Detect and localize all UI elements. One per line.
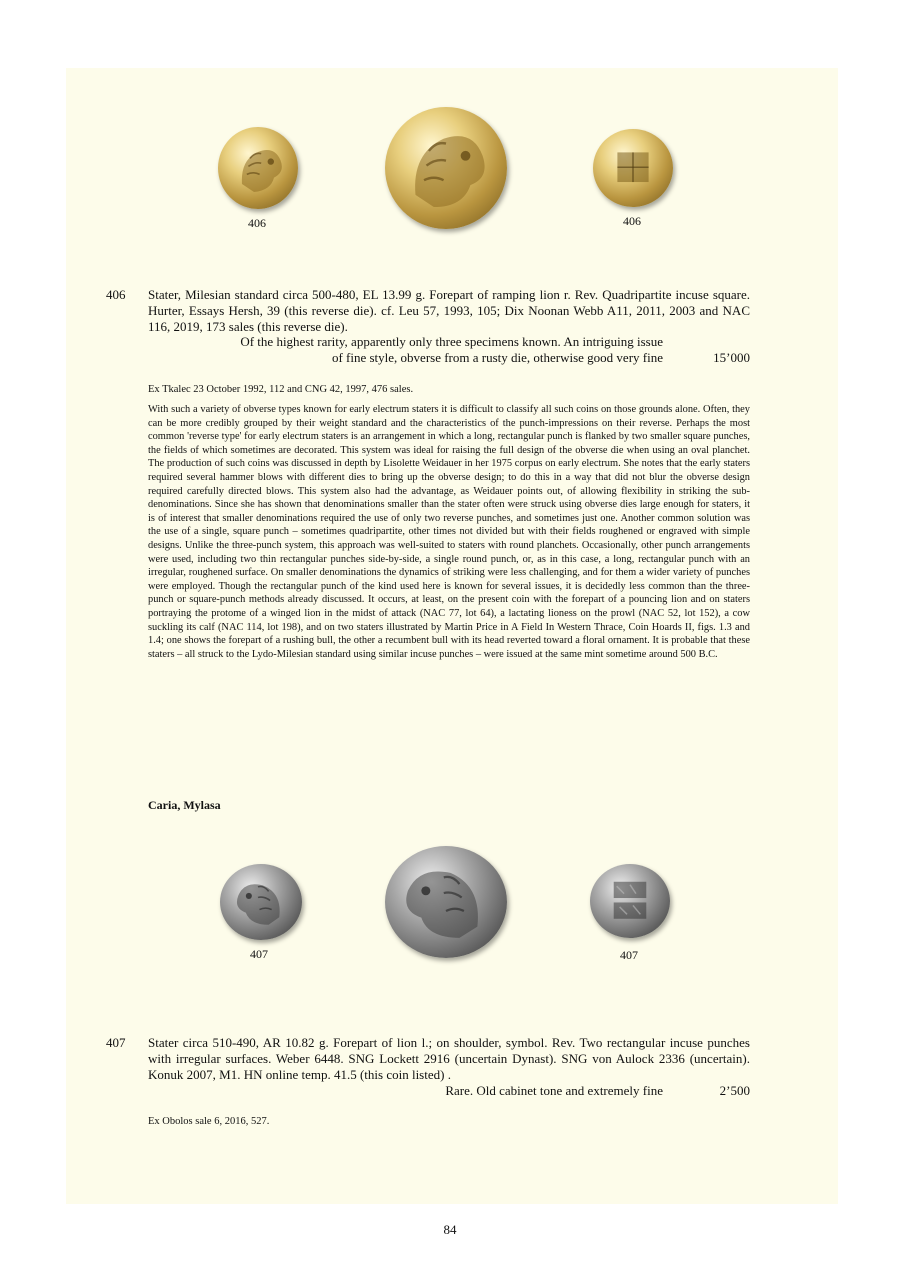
coin-407-obverse-large (385, 846, 507, 958)
lot-grade-line: of fine style, obverse from a rusty die, otherwise good very fine (331, 350, 663, 365)
lot-number: 406 (106, 287, 126, 302)
lion-left-icon (385, 846, 507, 958)
coin-406-reverse (593, 129, 673, 207)
lot-number: 407 (106, 1035, 126, 1050)
incuse-square-icon (593, 129, 673, 207)
page-number: 84 (443, 1222, 457, 1237)
coin-406-obverse-large (385, 107, 507, 229)
incuse-punches-icon (590, 864, 670, 938)
lot-description: Stater circa 510-490, AR 10.82 g. Forepart of lion l.; on shoulder, symbol. Rev. Two rectangular incuse punches with irregular surfaces. Weber 6448. SNG Lockett 2916 (uncertain Dynast). SNG von Aulock 2336 (uncertain). Konuk 2007, M1. HN online temp. 41.5 (this coin listed) . (148, 1035, 750, 1082)
lot-provenance: Ex Obolos sale 6, 2016, 527. (148, 1116, 270, 1127)
lion-left-icon (220, 864, 302, 940)
coin-caption: 406 (248, 216, 266, 230)
coin-407-reverse (590, 864, 670, 938)
lot-description: Stater, Milesian standard circa 500-480, EL 13.99 g. Forepart of ramping lion r. Rev. Quadripartite incuse square. Hurter, Essays Hersh, 39 (this reverse die). cf. Leu 57, 1993, 105; Dix Noonan Webb A11, 2011, 2003 and NAC 116, 2019, 173 sales (this reverse die). (148, 287, 750, 334)
lot-essay: With such a variety of obverse types known for early electrum staters it is difficult to classify all such coins on those grounds alone. Often, they can be more credibly grouped by their weight standard and the characteristics of the punch-impressions on their reverse. Perhaps the most common 'reverse type' for early electrum staters is an arrangement in which a long, rectangular punch is flanked by two smaller square punches, the fields of which sometimes are decorated. This system was ideal for raising the full design of the obverse die when using an oval planchet. The production of such coins was discussed in depth by Lisolette Weidauer in her 1975 corpus on early electrum. She notes that the early staters required several hammer blows with different dies to bring up the obverse design; to do this in a way that did not blur the obverse design required carefully directed blows. This system also had the advantage, as Weidauer points out, of allowing flexibility in striking the sub-denominations. Since she has shown that denominations smaller than the stater often were struck using obverse dies large enough for staters, it is of interest that smaller denominations required the use of only two reverse punches, and sometimes just one. Another common solution was the use of a single, square punch – sometimes quadripartite, other times not divided but with their fields roughened or engraved with simple designs. Unlike the three-punch system, this approach was well-suited to staters with round planchets. Occasionally, other punch arrangements were used, including two thin rectangular punches side-by-side, a single round punch, or, as in this case, a long, rectangular punch with an irregular, roughened surface. On smaller denominations the dynamics of striking were less challenging, and for them a wider variety of punches were employed. Though the rectangular punch of the kind used here is known for several issues, it is decidedly less common than the three-punch or square-punch methods already discussed. It occurs, at least, on the present coin with the forepart of a pouncing lion and on staters portraying the protome of a winged lion in the midst of attack (NAC 77, lot 64), a lactating lioness on the prowl (NAC 52, lot 152), a cow suckling its calf (NAC 114, lot 198), and on two staters illustrated by Martin Price in A Field In Western Thrace, Coin Hoards II, figs. 1.3 and 1.4; one shows the forepart of a rushing bull, the other a recumbent bull with its head reverted toward a floral ornament. It is probable that these staters – all struck to the Lydo-Milesian standard using similar incuse punches – were issued at the same mint sometime around 500 B.C. (148, 404, 750, 660)
lot-provenance: Ex Tkalec 23 October 1992, 112 and CNG 42, 1997, 476 sales. (148, 384, 414, 395)
lot-estimate: 15’000 (713, 350, 750, 365)
coin-caption: 407 (250, 947, 268, 961)
coin-caption: 407 (620, 948, 638, 962)
coin-407-obverse-small (220, 864, 302, 940)
coin-caption: 406 (623, 214, 641, 228)
lion-right-icon (385, 107, 507, 229)
section-heading: Caria, Mylasa (148, 798, 221, 812)
lot-estimate: 2’500 (719, 1083, 750, 1098)
lot-grade-line: Of the highest rarity, apparently only three specimens known. An intriguing issue (240, 334, 663, 349)
lion-right-icon (218, 127, 298, 209)
coin-406-obverse-small (218, 127, 298, 209)
lot-grade-line: Rare. Old cabinet tone and extremely fine (445, 1083, 663, 1098)
